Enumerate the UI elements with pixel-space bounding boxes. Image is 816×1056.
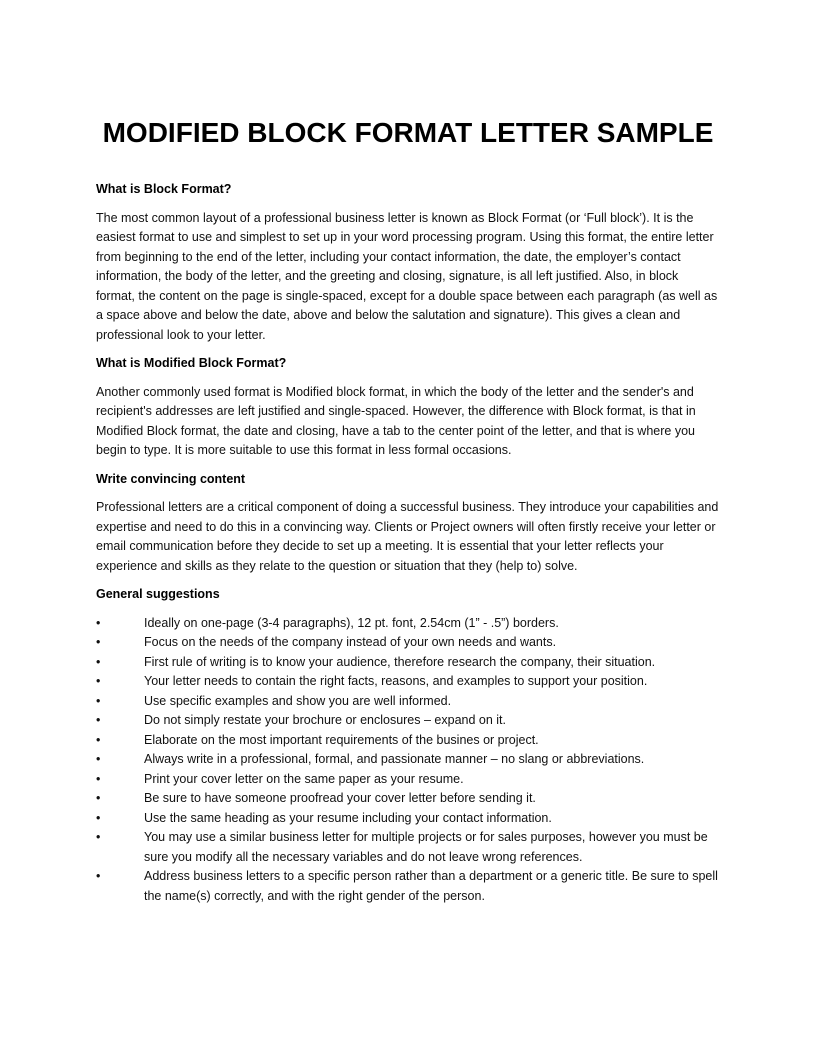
bullet-icon: • (96, 869, 101, 883)
bullet-icon: • (96, 615, 101, 630)
list-item (96, 731, 720, 751)
list-item (96, 653, 720, 673)
list-item (96, 770, 720, 790)
bullet-icon: • (96, 732, 101, 747)
section-heading: What is Modified Block Format? (96, 356, 287, 370)
list-item-text: Always write in a professional, formal, and passionate manner – no slang or abbreviations. (144, 752, 645, 766)
list-item (96, 614, 720, 634)
list-item-text: Be sure to have someone proofread your cover letter before sending it. (144, 791, 536, 805)
section-paragraph: The most common layout of a professional business letter is known as Block Format (or ‘Full block’). It is the easiest format to use and simplest to set up in your word processing program. Using this format, the entire letter from beginning to the end of the letter, including your contact information, the date, the employer’s contact information, the body of the letter, and the greeting and closing, signature, is all left justified. Also, in block format, the content on the page is single-spaced, except for a double space between each paragraph (as well as a space above and below the date, above and below the salutation and signature). This gives a clean and professional look to your letter. (96, 210, 718, 342)
section-heading: What is Block Format? (96, 182, 232, 196)
section-convincing-content (96, 470, 720, 577)
list-item (96, 633, 720, 653)
list-item (96, 867, 720, 906)
list-item (96, 692, 720, 712)
bullet-icon: • (96, 713, 101, 727)
list-item-text: You may use a similar business letter for multiple projects or for sales purposes, however you must be sure you modify all the necessary variables and do not leave wrong references. (144, 830, 708, 864)
list-item-text: Do not simply restate your brochure or enclosures – expand on it. (144, 713, 506, 727)
list-item-text: First rule of writing is to know your audience, therefore research the company, their situation. (144, 654, 656, 669)
list-item-text: Address business letters to a specific person rather than a department or a generic title. Be sure to spell the name(s) correctly, and with the right gender of the person. (144, 869, 718, 903)
list-item-text: Elaborate on the most important requirements of the busines or project. (144, 732, 539, 747)
list-item-text: Use specific examples and show you are well informed. (144, 693, 452, 708)
bullet-icon: • (96, 635, 101, 649)
section-paragraph: Professional letters are a critical component of doing a successful business. They introduce your capabilities and expertise and need to do this in a convincing way. Clients or Project owners will often firstly receive your letter or email communication before they decide to set up a meeting. It is essential that your letter reflects your experience and skills as they relate to the question or situation that they (help to) solve. (96, 500, 719, 573)
section-heading: Write convincing content (96, 471, 246, 486)
document-title: MODIFIED BLOCK FORMAT LETTER SAMPLE (102, 117, 714, 148)
list-item (96, 711, 720, 731)
bullet-icon: • (96, 654, 101, 669)
list-item (96, 672, 720, 692)
bullet-icon: • (96, 693, 101, 708)
bullet-icon: • (96, 810, 101, 825)
bullet-icon: • (96, 771, 101, 786)
list-item (96, 750, 720, 770)
list-item-text: Your letter needs to contain the right facts, reasons, and examples to support your position. (144, 674, 648, 688)
list-item (96, 809, 720, 829)
section-paragraph: Another commonly used format is Modified block format, in which the body of the letter and the sender's and recipient's addresses are left justified and single-spaced. However, the difference with Block format, is that in Modified Block format, the date and closing, have a tab to the center point of the letter, and that is where you begin to type. It is more suitable to use this format in less formal occasions. (96, 384, 696, 457)
section-block-format (96, 180, 720, 345)
section-general-suggestions (96, 585, 720, 906)
list-item (96, 789, 720, 809)
list-item-text: Ideally on one-page (3-4 paragraphs), 12 pt. font, 2.54cm (1” - .5”) borders. (144, 615, 559, 630)
suggestions-list (96, 614, 720, 907)
bullet-icon: • (96, 791, 101, 805)
section-heading: General suggestions (96, 587, 220, 601)
list-item (96, 828, 720, 867)
bullet-icon: • (96, 830, 101, 844)
list-item-text: Focus on the needs of the company instead of your own needs and wants. (144, 635, 557, 649)
document-page (96, 112, 720, 906)
list-item-text: Print your cover letter on the same paper as your resume. (144, 771, 464, 786)
bullet-icon: • (96, 752, 101, 766)
bullet-icon: • (96, 674, 101, 688)
section-modified-block-format (96, 354, 720, 461)
list-item-text: Use the same heading as your resume including your contact information. (144, 810, 552, 825)
